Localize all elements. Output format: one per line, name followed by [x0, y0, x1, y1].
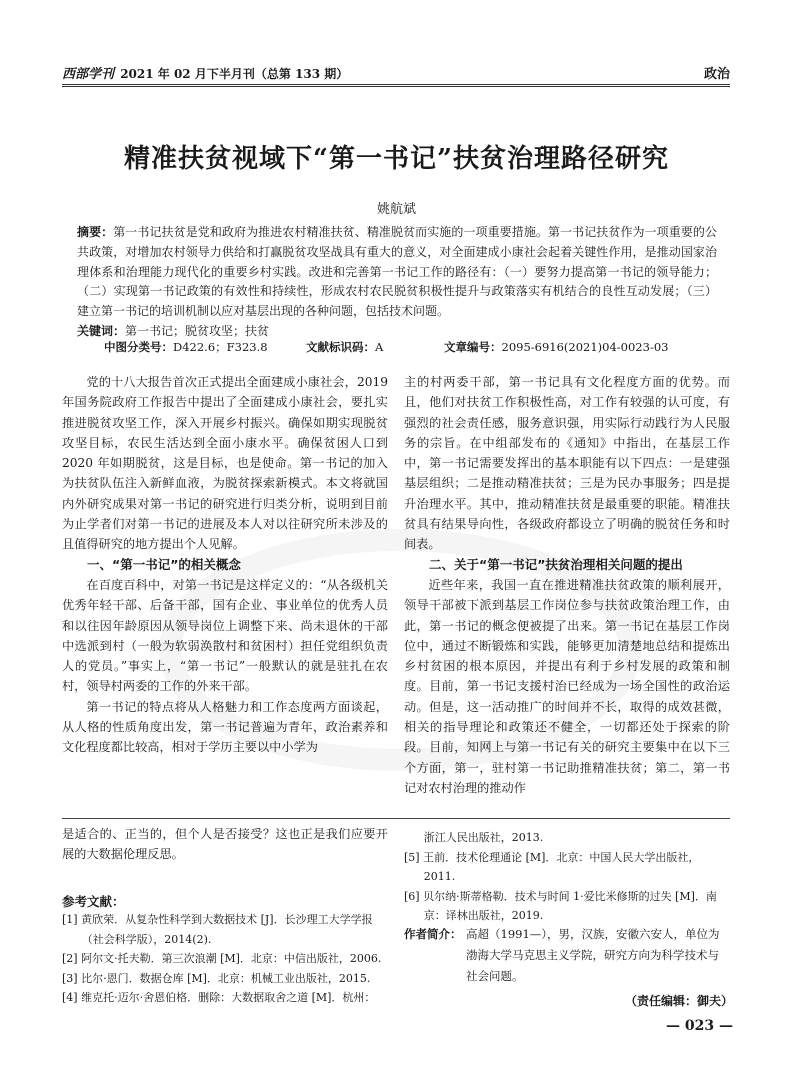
reference-item: [1] 黄欣荣．从复杂性科学到大数据技术 [J]．长沙理工大学学报（社会科学版），2014(2). — [62, 913, 373, 946]
article-no-value: 2095-6916(2021)04-0023-03 — [501, 340, 669, 354]
doc-code-meta — [306, 339, 383, 355]
body-right-column — [404, 372, 730, 798]
clc-value: D422.6；F323.8 — [173, 340, 268, 354]
article-no-meta — [444, 339, 668, 355]
reference-item: [2] 阿尔文·托夫勒．第三次浪潮 [M]．北京：中信出版社，2006. — [62, 952, 382, 965]
reference-item: 浙江人民出版社，2013. — [423, 831, 544, 844]
doc-code-label: 文献标识码： — [306, 340, 375, 354]
references-right — [404, 828, 730, 926]
references-title: 参考文献： — [62, 894, 125, 909]
article-title: 精准扶贫视域下“第一书记”扶贫治理路径研究 — [124, 144, 669, 174]
abstract — [77, 223, 717, 342]
journal-issue: 2021 年 02 月下半月刊（总第 133 期） — [120, 67, 349, 81]
section-tag: 政治 — [703, 67, 730, 82]
paragraph: 党的十八大报告首次正式提出全面建成小康社会，2019 年国务院政府工作报告中提出了全面建成小康社会，要扎实推进脱贫攻坚工作，深入开展乡村振兴。确保如期实现脱贫攻坚目标，农民生活达到全面小康水平。确保贫困人口到 2020 年如期脱贫，这是目标，也是使命。第一书记的加入为扶贫队伍注入新鲜血液，为脱贫探索新模式。本文将就国内外研究成果对第一书记的研究进行归类分析，说明到目前为止学者们对第一书记的进展及本人对以往研究所未涉及的且值得研究的地方提出个人见解。 — [62, 375, 388, 552]
body-left-column — [62, 372, 388, 758]
paragraph: 主的村两委干部，第一书记具有文化程度方面的优势。而且，他们对扶贫工作积极性高，对工作有较强的认可度，有强烈的社会责任感，服务意识强，用实际行动践行为人民服务的宗旨。在中组部发布的《通知》中指出，在基层工作中，第一书记需要发挥出的基本职能有以下四点：一是建强基层组织；二是推动精准扶贫；三是为民办事服务；四是提升治理水平。其中，推动精准扶贫是最重要的职能。精准扶贫具有结果导向性，各级政府都设立了明确的脱贫任务和时间表。 — [404, 375, 730, 552]
clc-label: 中图分类号： — [104, 340, 173, 354]
section-heading: 二、关于“第一书记”扶贫治理相关问题的提出 — [429, 556, 683, 572]
previous-article-tail: 是适合的、正当的，但个人是否接受？这也正是我们应要开展的大数据伦理反思。 — [62, 827, 388, 862]
reference-item: [5] 王前．技术伦理通论 [M]．北京：中国人民大学出版社，2011. — [404, 850, 700, 883]
header-rule — [62, 84, 730, 85]
journal-logo: 西部学刊 — [62, 67, 115, 82]
paragraph: 近些年来，我国一直在推进精准扶贫政策的顺利展开，领导干部被下派到基层工作岗位参与扶贫政策治理工作，由此，第一书记的概念便被提了出来。第一书记在基层工作岗位中，通过不断锻炼和实践，能够更加清楚地总结和提炼出乡村贫困的根本原因，并提出有利于乡村发展的政策和制度。目前，第一书记支援村治已经成为一场全国性的政治运动。但是，这一活动推广的时间并不长，取得的成效甚微，相关的指导理论和政策还不健全，一切都还处于探索的阶段。目前，知网上与第一书记有关的研究主要集中在以下三个方面，第一，驻村第一书记助推精准扶贫；第二，第一书记对农村治理的推动作 — [404, 577, 730, 795]
journal-header — [62, 63, 348, 82]
editor-note: （责任编辑：御夫） — [624, 994, 733, 1008]
page-number: — 023 — — [666, 1018, 733, 1034]
reference-item: [4] 维克托·迈尔·舍恩伯格．删除：大数据取舍之道 [M]．杭州： — [62, 991, 376, 1004]
reference-item: [3] 比尔·恩门．数据仓库 [M]．北京：机械工业出版社，2015. — [62, 971, 371, 985]
author-bio — [404, 924, 730, 987]
bio-label: 作者简介： — [404, 927, 462, 941]
abstract-text: 第一书记扶贫是党和政府为推进农村精准扶贫、精准脱贫而实施的一项重要措施。第一书记扶贫作为一项重要的公共政策，对增加农村领导力供给和打赢脱贫攻坚战具有重大的意义，对全面建成小康社会起着关键性作用，是推动国家治理体系和治理能力现代化的重要乡村实践。改进和完善第一书记工作的路径有：（一）要努力提高第一书记的领导能力；（二）实现第一书记政策的有效性和持续性，形成农村农民脱贫积极性提升与政策落实有机结合的良性互动发展；（三）建立第一书记的培训机制以应对基层出现的各种问题，包括技术问题。 — [77, 225, 717, 319]
article-no-label: 文章编号： — [444, 340, 502, 354]
keywords-label: 关键词： — [77, 323, 126, 338]
header-rule-double — [62, 86, 730, 87]
clc-meta — [104, 339, 268, 355]
keywords: 第一书记；脱贫攻坚；扶贫 — [125, 323, 270, 338]
article-divider — [62, 818, 730, 819]
references-left — [62, 910, 392, 1008]
abstract-label: 摘要： — [77, 225, 114, 239]
paragraph: 第一书记的特点将从人格魅力和工作态度两方面谈起，从人格的性质角度出发，第一书记普遍为青年，政治素养和文化程度都比较高，相对于学历主要以中小学为 — [62, 699, 388, 755]
article-author: 姚航斌 — [376, 202, 416, 217]
doc-code-value: A — [375, 340, 384, 354]
section-heading: 一、“第一书记”的相关概念 — [87, 556, 241, 572]
bio-text: 高超（1991—），男，汉族，安徽六安人，单位为渤海大学马克思主义学院，研究方向为科学技术与社会问题。 — [466, 927, 720, 983]
paragraph: 在百度百科中，对第一书记是这样定义的：“从各级机关优秀年轻干部、后备干部，国有企业、事业单位的优秀人员和以往因年龄原因从领导岗位上调整下来、尚未退休的干部中选派到村（一般为软弱涣散村和贫困村）担任党组织负责人的党员。”事实上，“第一书记”一般默认的就是驻扎在农村，领导村两委的工作的外来干部。 — [62, 577, 388, 694]
reference-item: [6] 贝尔纳·斯蒂格勒．技术与时间 1·爱比米修斯的过失 [M]．南京：译林出版社，2019. — [404, 889, 717, 922]
